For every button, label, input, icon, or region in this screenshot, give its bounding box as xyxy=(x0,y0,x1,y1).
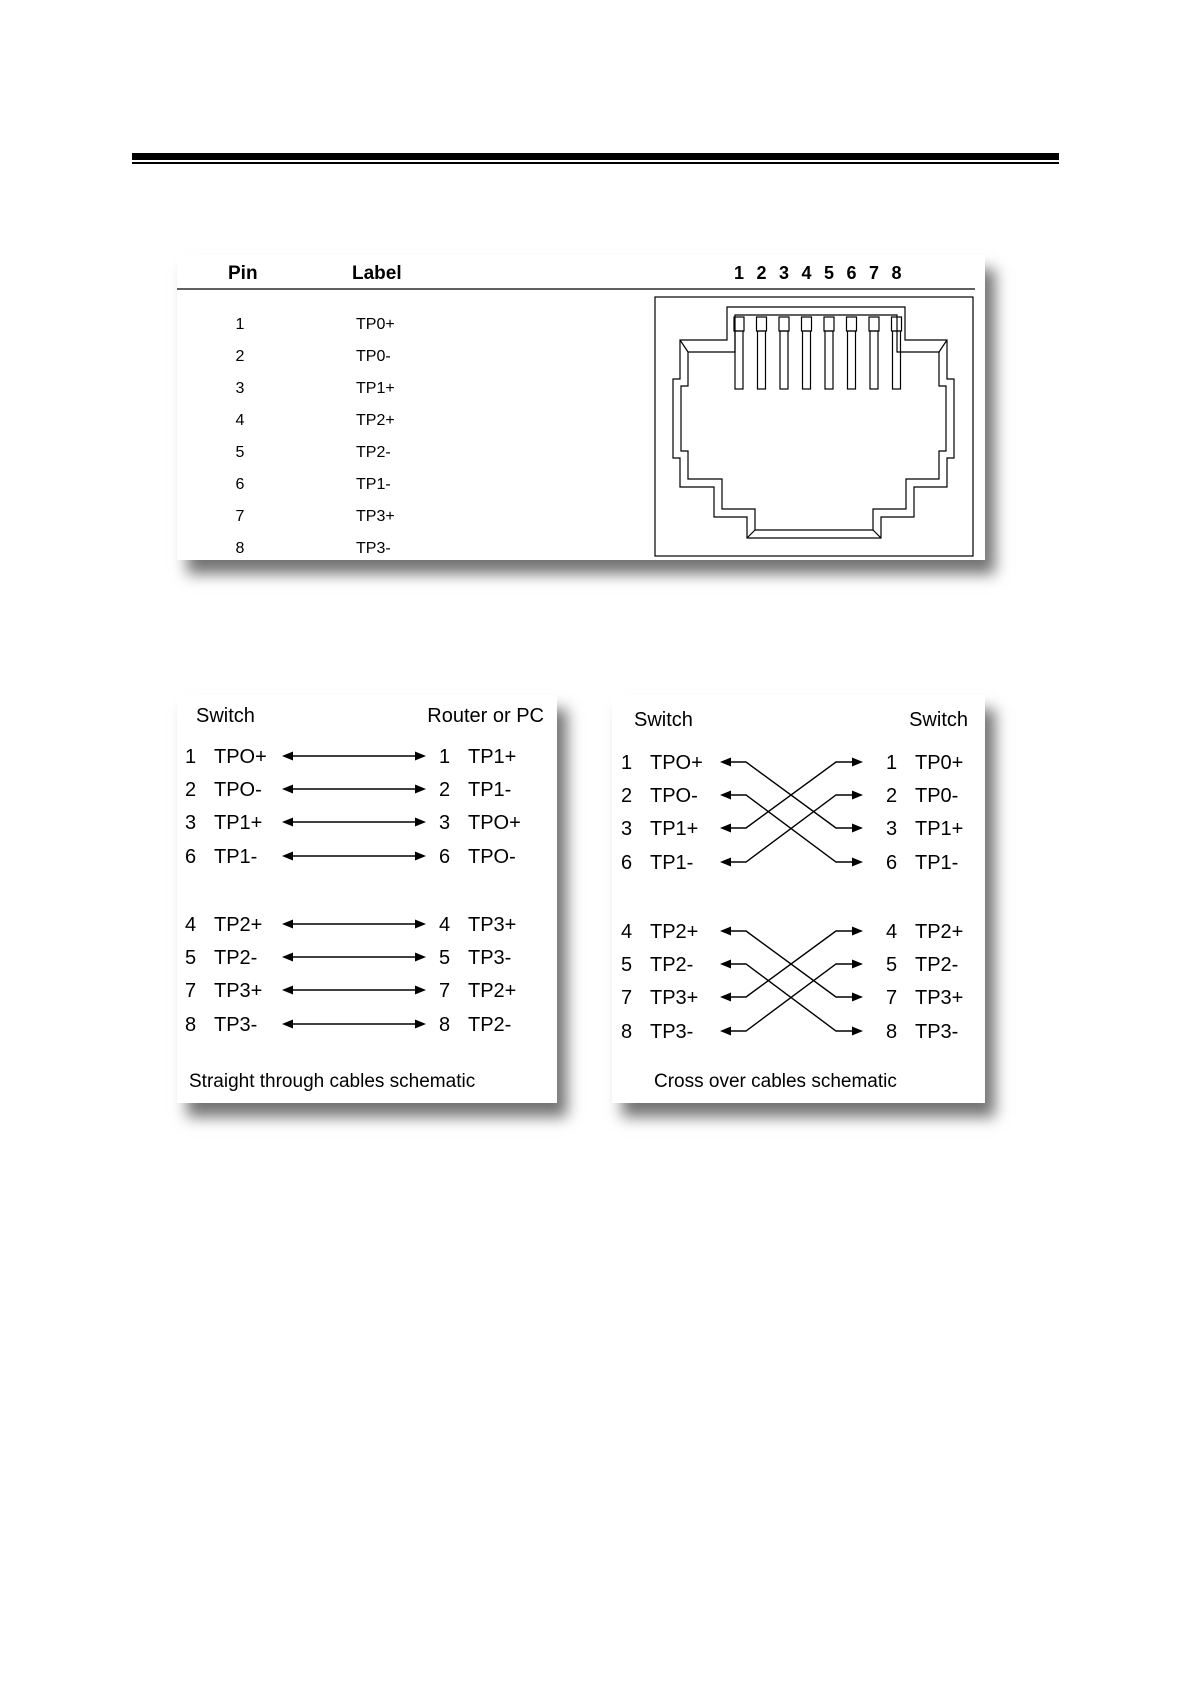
left-pin-label: TP3- xyxy=(214,1014,258,1036)
jack-pin-number: 1 xyxy=(733,263,745,283)
rj45-jack-icon xyxy=(673,307,954,538)
left-pin-number: 4 xyxy=(185,914,197,936)
contact-head xyxy=(757,317,767,331)
jack-pin-numbers xyxy=(734,263,902,283)
left-pin-label: TP2+ xyxy=(650,921,699,943)
left-pin-number: 6 xyxy=(185,846,197,868)
jack-contacts xyxy=(734,317,902,389)
right-pin-label: TP0- xyxy=(915,785,959,807)
pin-number: 6 xyxy=(235,476,245,493)
arrowhead xyxy=(720,1027,731,1036)
right-pin-label: TP3- xyxy=(915,1021,959,1043)
arrowhead xyxy=(415,1020,426,1029)
straight-right-header: Router or PC xyxy=(427,705,544,727)
arrowhead xyxy=(720,858,731,867)
right-pin-label: TP1+ xyxy=(915,818,964,840)
jack-pin-number: 7 xyxy=(868,263,880,283)
arrowhead xyxy=(720,993,731,1002)
left-pin-number: 3 xyxy=(621,818,633,840)
contact-head xyxy=(847,317,857,331)
jack-pin-number: 6 xyxy=(846,263,857,283)
contact-blade xyxy=(803,331,811,389)
arrowhead xyxy=(852,960,863,969)
left-pin-number: 4 xyxy=(621,921,633,943)
right-pin-label: TP1- xyxy=(468,779,512,801)
arrowhead xyxy=(282,818,293,827)
left-pin-label: TPO+ xyxy=(650,752,703,774)
left-pin-number: 3 xyxy=(185,812,197,834)
right-pin-number: 3 xyxy=(439,812,451,834)
straight-through-svg xyxy=(177,695,557,1103)
pin-label: TP1- xyxy=(356,476,391,493)
arrowhead xyxy=(282,1020,293,1029)
arrowhead xyxy=(720,824,731,833)
pin-number: 4 xyxy=(235,412,245,429)
header-rule-thick xyxy=(132,153,1059,160)
cross-right-header: Switch xyxy=(909,709,968,731)
arrowhead xyxy=(852,824,863,833)
left-pin-label: TP2- xyxy=(650,954,694,976)
arrowhead xyxy=(852,927,863,936)
pin-number: 3 xyxy=(235,380,245,397)
contact-blade xyxy=(848,331,856,389)
right-pin-number: 7 xyxy=(439,980,451,1002)
right-pin-number: 7 xyxy=(886,987,898,1009)
arrowhead xyxy=(415,752,426,761)
left-pin-label: TP1- xyxy=(650,852,694,874)
right-pin-label: TP3+ xyxy=(468,914,517,936)
right-pin-number: 1 xyxy=(886,752,898,774)
arrowhead xyxy=(720,960,731,969)
pin-label: TP2- xyxy=(356,444,391,461)
right-pin-label: TP3- xyxy=(468,947,512,969)
left-pin-label: TP1- xyxy=(214,846,258,868)
pin-number: 2 xyxy=(235,348,245,365)
left-pin-label: TPO+ xyxy=(214,746,267,768)
left-pin-number: 5 xyxy=(621,954,633,976)
left-pin-label: TP3+ xyxy=(214,980,263,1002)
jack-frame xyxy=(655,297,973,556)
right-pin-number: 8 xyxy=(886,1021,898,1043)
left-pin-number: 2 xyxy=(621,785,633,807)
pin-number: 7 xyxy=(235,508,245,525)
pin-number: 5 xyxy=(235,444,245,461)
arrowhead xyxy=(282,852,293,861)
arrowhead xyxy=(720,758,731,767)
left-pin-label: TP1+ xyxy=(650,818,699,840)
rj45-pinout-svg xyxy=(177,255,985,560)
left-pin-number: 1 xyxy=(185,746,197,768)
pin-label: TP3+ xyxy=(356,508,395,525)
straight-through-figure xyxy=(177,695,557,1103)
left-pin-label: TPO- xyxy=(214,779,262,801)
contact-blade xyxy=(758,331,766,389)
pin-number: 1 xyxy=(235,316,245,333)
right-pin-number: 4 xyxy=(439,914,451,936)
contact-head xyxy=(824,317,834,331)
contact-head xyxy=(779,317,789,331)
jack-pin-number: 4 xyxy=(801,263,812,283)
arrowhead xyxy=(852,858,863,867)
jack-pin-number: 8 xyxy=(891,263,902,283)
right-pin-number: 1 xyxy=(439,746,451,768)
arrowhead xyxy=(415,920,426,929)
header-rule-thin xyxy=(132,162,1059,164)
right-pin-label: TPO+ xyxy=(468,812,521,834)
left-pin-number: 5 xyxy=(185,947,197,969)
straight-caption: Straight through cables schematic xyxy=(189,1071,476,1092)
arrowhead xyxy=(852,993,863,1002)
arrowhead xyxy=(415,953,426,962)
jack-pin-number: 3 xyxy=(778,263,790,283)
left-pin-label: TPO- xyxy=(650,785,698,807)
contact-blade xyxy=(735,331,743,389)
arrowhead xyxy=(415,785,426,794)
pin-rows xyxy=(236,316,395,557)
left-pin-number: 1 xyxy=(621,752,633,774)
pin-number: 8 xyxy=(235,540,245,557)
right-pin-label: TPO- xyxy=(468,846,516,868)
arrowhead xyxy=(282,752,293,761)
arrowhead xyxy=(282,920,293,929)
arrowhead xyxy=(282,986,293,995)
left-pin-number: 8 xyxy=(185,1014,197,1036)
left-pin-label: TP3+ xyxy=(650,987,699,1009)
arrowhead xyxy=(415,818,426,827)
arrowhead xyxy=(720,791,731,800)
right-pin-number: 6 xyxy=(439,846,451,868)
right-pin-number: 4 xyxy=(886,921,898,943)
right-pin-label: TP3+ xyxy=(915,987,964,1009)
right-pin-number: 6 xyxy=(886,852,898,874)
right-pin-label: TP2- xyxy=(915,954,959,976)
contact-head xyxy=(802,317,812,331)
left-pin-label: TP3- xyxy=(650,1021,694,1043)
pin-label: TP2+ xyxy=(356,412,395,429)
cross-over-svg xyxy=(612,695,985,1103)
contact-blade xyxy=(870,331,878,389)
cross-over-figure xyxy=(612,695,985,1103)
left-pin-number: 6 xyxy=(621,852,633,874)
pin-label: TP0+ xyxy=(356,316,395,333)
arrowhead xyxy=(282,953,293,962)
straight-left-header: Switch xyxy=(196,705,255,727)
left-pin-number: 2 xyxy=(185,779,197,801)
right-pin-label: TP0+ xyxy=(915,752,964,774)
right-pin-number: 5 xyxy=(439,947,451,969)
contact-head xyxy=(869,317,879,331)
left-pin-label: TP1+ xyxy=(214,812,263,834)
contact-blade xyxy=(825,331,833,389)
right-pin-number: 5 xyxy=(886,954,898,976)
left-pin-number: 7 xyxy=(621,987,633,1009)
arrowhead xyxy=(720,927,731,936)
left-pin-label: TP2+ xyxy=(214,914,263,936)
jack-pin-number: 2 xyxy=(756,263,767,283)
cross-wires xyxy=(720,758,863,1036)
straight-rows xyxy=(185,746,521,1036)
column-header-label: Label xyxy=(352,263,402,284)
jack-pin-number: 5 xyxy=(823,263,835,283)
rj45-pinout-figure xyxy=(177,255,985,560)
left-pin-label: TP2- xyxy=(214,947,258,969)
left-pin-number: 7 xyxy=(185,980,197,1002)
arrowhead xyxy=(282,785,293,794)
arrowhead xyxy=(852,791,863,800)
right-pin-number: 2 xyxy=(886,785,898,807)
cross-left-header: Switch xyxy=(634,709,693,731)
pin-label: TP3- xyxy=(356,540,391,557)
left-pin-number: 8 xyxy=(621,1021,633,1043)
right-pin-label: TP2- xyxy=(468,1014,512,1036)
right-pin-label: TP1+ xyxy=(468,746,517,768)
right-pin-number: 3 xyxy=(886,818,898,840)
cross-caption: Cross over cables schematic xyxy=(654,1071,897,1092)
right-pin-number: 8 xyxy=(439,1014,451,1036)
pin-label: TP0- xyxy=(356,348,391,365)
arrowhead xyxy=(852,1027,863,1036)
right-pin-label: TP2+ xyxy=(468,980,517,1002)
column-header-pin: Pin xyxy=(228,263,258,284)
pin-label: TP1+ xyxy=(356,380,395,397)
right-pin-number: 2 xyxy=(439,779,451,801)
right-pin-label: TP1- xyxy=(915,852,959,874)
arrowhead xyxy=(852,758,863,767)
right-pin-label: TP2+ xyxy=(915,921,964,943)
arrowhead xyxy=(415,852,426,861)
arrowhead xyxy=(415,986,426,995)
contact-blade xyxy=(780,331,788,389)
